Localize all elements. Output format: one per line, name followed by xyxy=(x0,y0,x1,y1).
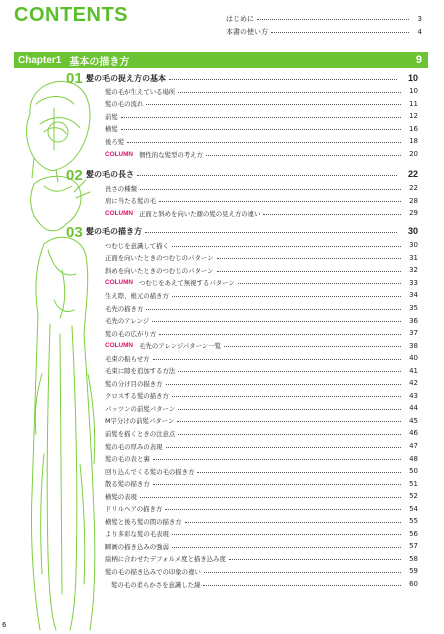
entry-page: 12 xyxy=(409,112,418,121)
toc-column-entry[interactable] xyxy=(105,277,418,290)
section-heading[interactable] xyxy=(86,71,418,85)
toc-entry[interactable] xyxy=(105,490,418,503)
leader-dots xyxy=(177,421,401,422)
entry-page: 48 xyxy=(409,454,418,463)
toc-entry[interactable] xyxy=(105,515,418,528)
entry-page: 41 xyxy=(409,366,418,375)
entry-page: 45 xyxy=(409,416,418,425)
entry-page: 29 xyxy=(409,209,418,218)
entry-page: 58 xyxy=(409,554,418,563)
entry-page: 16 xyxy=(409,124,418,133)
front-matter-row[interactable] xyxy=(226,25,422,38)
toc-column-entry[interactable] xyxy=(105,148,418,161)
toc-entry[interactable] xyxy=(105,415,418,428)
entry-page: 35 xyxy=(409,304,418,312)
entry-label: 髪の毛の表と裏 xyxy=(105,455,150,464)
entry-label: ドリルヘアの描き方 xyxy=(105,505,163,514)
entry-page: 32 xyxy=(409,266,418,275)
toc-entry[interactable] xyxy=(105,327,418,340)
toc-column-entry[interactable] xyxy=(105,578,418,591)
front-matter-list xyxy=(226,12,422,38)
entry-page: 56 xyxy=(409,529,418,538)
entry-label: 前髪 xyxy=(105,112,118,121)
leader-dots xyxy=(166,384,401,385)
leader-dots xyxy=(140,497,401,498)
leader-dots xyxy=(172,534,401,535)
entry-label: 毛先のアレンジ xyxy=(105,317,150,326)
entry-page: 22 xyxy=(409,184,418,193)
column-tag: COLUMN xyxy=(105,150,134,158)
section-number: 03 xyxy=(66,224,83,241)
leader-dots xyxy=(206,155,401,156)
chapter-page: 9 xyxy=(415,54,422,66)
entry-label: 髪の分け目の描き方 xyxy=(105,379,163,388)
section-page: 22 xyxy=(407,169,418,179)
entry-page: 37 xyxy=(409,329,418,338)
toc-entry[interactable] xyxy=(105,452,418,465)
leader-dots xyxy=(169,79,397,80)
entry-label: 個性的な髪型の考え方 xyxy=(139,150,203,159)
column-tag: COLUMN xyxy=(105,209,134,217)
entry-page: 42 xyxy=(409,379,418,388)
toc-entry[interactable] xyxy=(105,502,418,515)
toc-entry[interactable] xyxy=(105,377,418,390)
entry-label: 長さの種類 xyxy=(105,184,137,193)
entry-label: 毛束に隙を追加する方法 xyxy=(105,367,176,376)
entry-label: 瞬画の描き込みの強弱 xyxy=(105,542,169,551)
entry-label: 正面を向いたときのつむじのパターン xyxy=(105,254,214,263)
entry-label: 散る髪の描き方 xyxy=(105,480,150,489)
leader-dots xyxy=(152,321,401,322)
entry-page: 33 xyxy=(409,278,418,287)
section-number: 02 xyxy=(66,167,83,184)
toc-entry[interactable] xyxy=(105,302,418,315)
section-page: 10 xyxy=(407,73,418,83)
entry-page: 55 xyxy=(409,517,418,526)
front-matter-row[interactable] xyxy=(226,12,422,25)
leader-dots xyxy=(140,189,401,190)
section-number: 01 xyxy=(66,70,83,87)
section-entries xyxy=(105,182,418,220)
leader-dots xyxy=(229,559,401,560)
toc-entry[interactable] xyxy=(105,195,418,208)
entry-label: 髪の毛の流れ xyxy=(105,100,144,109)
leader-dots xyxy=(197,472,401,473)
leader-dots xyxy=(166,447,401,448)
entry-page: 36 xyxy=(409,316,418,325)
toc-entry[interactable] xyxy=(105,289,418,302)
section-page: 30 xyxy=(407,226,418,236)
entry-page: 59 xyxy=(409,567,418,576)
section-entries xyxy=(105,239,418,590)
toc-entry[interactable] xyxy=(105,352,418,365)
chapter-number: Chapter1 xyxy=(18,54,62,66)
entry-label: 髪の毛が生えている場所 xyxy=(105,87,176,96)
entry-page: 51 xyxy=(409,479,418,488)
entry-page: 46 xyxy=(409,429,418,438)
leader-dots xyxy=(153,359,401,360)
toc-entry[interactable] xyxy=(105,239,418,252)
toc-entry[interactable] xyxy=(105,427,418,440)
entry-label: 回り込んでくる髪の毛の描き方 xyxy=(105,467,195,476)
character-hair-illustration xyxy=(14,74,106,634)
leader-dots xyxy=(172,246,401,247)
leader-dots xyxy=(204,572,401,573)
toc-entry[interactable] xyxy=(105,540,418,553)
section-heading[interactable] xyxy=(86,224,418,238)
entry-label: 本書の使い方 xyxy=(226,27,268,36)
leader-dots xyxy=(263,214,401,215)
leader-dots xyxy=(257,19,409,20)
toc-entry[interactable] xyxy=(105,182,418,195)
chapter-title: 基本の描き方 xyxy=(69,56,130,68)
toc-entry[interactable] xyxy=(105,314,418,327)
leader-dots xyxy=(238,283,401,284)
toc-entry[interactable] xyxy=(105,135,418,148)
leader-dots xyxy=(203,585,401,586)
entry-label: 毛先のアレンジパターン一覧 xyxy=(139,342,221,351)
leader-dots xyxy=(146,309,401,310)
toc-entry[interactable] xyxy=(105,440,418,453)
toc-entry[interactable] xyxy=(105,465,418,478)
section-title: 髪の毛の描き方 xyxy=(86,226,142,236)
leader-dots xyxy=(224,346,401,347)
leader-dots xyxy=(153,484,401,485)
leader-dots xyxy=(165,509,401,510)
entry-page: 11 xyxy=(409,99,418,108)
column-tag: COLUMN xyxy=(105,342,134,350)
leader-dots xyxy=(178,409,401,410)
leader-dots xyxy=(121,117,401,118)
toc-entry[interactable] xyxy=(105,252,418,265)
entry-label: はじめに xyxy=(226,14,254,23)
page-title: CONTENTS xyxy=(14,4,128,26)
entry-label: 正面と斜めを向いた顔の髪の見え方の違い xyxy=(139,209,261,218)
leader-dots xyxy=(159,201,401,202)
leader-dots xyxy=(172,296,401,297)
leader-dots xyxy=(172,547,401,548)
entry-label: 髪の毛の柔らかさを意識した線 xyxy=(111,580,201,589)
entry-label: 生え際、根元の描き方 xyxy=(105,291,169,300)
entry-label: クロスする髪の描き方 xyxy=(105,392,169,401)
entry-label: つむじをあえて無視するパターン xyxy=(139,279,235,288)
leader-dots xyxy=(159,334,401,335)
entry-page: 28 xyxy=(409,196,418,205)
entry-label: 髪の毛の描き込みでの印象の違い xyxy=(105,567,201,576)
entry-label: 毛先の描き方 xyxy=(105,304,144,313)
entry-page: 30 xyxy=(409,241,418,250)
entry-label: 斜めを向いたときのつむじのパターン xyxy=(105,266,214,275)
toc-entry[interactable] xyxy=(105,528,418,541)
leader-dots xyxy=(178,371,401,372)
entry-label: 後ろ髪 xyxy=(105,137,125,146)
entry-page: 44 xyxy=(409,404,418,413)
entry-label: 横髪 xyxy=(105,125,118,134)
toc-entry[interactable] xyxy=(105,123,418,136)
entry-label: 肩に当たる髪の毛 xyxy=(105,197,157,206)
entry-page: 38 xyxy=(409,341,418,350)
toc-entry[interactable] xyxy=(105,402,418,415)
entry-page: 50 xyxy=(409,467,418,476)
column-tag: COLUMN xyxy=(105,279,134,287)
chapter-heading[interactable] xyxy=(14,52,428,68)
entry-page: 34 xyxy=(409,291,418,300)
leader-dots xyxy=(172,396,401,397)
entry-label: 前髪を描くときの注意点 xyxy=(105,429,176,438)
leader-dots xyxy=(178,92,401,93)
entry-page: 18 xyxy=(409,137,418,146)
entry-label: つむじを意識して描く xyxy=(105,241,169,250)
entry-label: 横髪と後ろ髪の間の描き方 xyxy=(105,517,182,526)
entry-label: 毛束の振らせ方 xyxy=(105,354,150,363)
entry-page: 4 xyxy=(417,27,422,36)
entry-label: より多彩な髪の毛表現 xyxy=(105,530,169,539)
entry-page: 3 xyxy=(417,14,422,23)
entry-label: 横髪の表現 xyxy=(105,492,137,501)
leader-dots xyxy=(217,258,401,259)
section-title: 髪の毛の長さ xyxy=(86,169,134,179)
toc-entry[interactable] xyxy=(105,110,418,123)
leader-dots xyxy=(185,522,401,523)
leader-dots xyxy=(178,434,401,435)
entry-page: 52 xyxy=(409,492,418,501)
toc-entry[interactable] xyxy=(105,264,418,277)
entry-label: 絵柄に合わせたデフォルメ度と描き込み度 xyxy=(105,555,226,564)
section-title: 髪の毛の捉え方の基本 xyxy=(86,73,166,83)
toc-entry[interactable] xyxy=(105,553,418,566)
page-number: 6 xyxy=(2,621,7,629)
leader-dots xyxy=(127,142,401,143)
entry-label: M字分けの前髪パターン xyxy=(105,417,175,426)
entry-page: 47 xyxy=(409,442,418,451)
section-heading[interactable] xyxy=(86,167,418,181)
leader-dots xyxy=(121,129,401,130)
entry-page: 54 xyxy=(409,504,418,513)
toc-entry[interactable] xyxy=(105,565,418,578)
leader-dots xyxy=(153,459,401,460)
leader-dots xyxy=(145,232,397,233)
entry-label: 髪の毛の厚みの表現 xyxy=(105,442,163,451)
entry-page: 20 xyxy=(409,150,418,158)
entry-page: 60 xyxy=(409,580,418,589)
toc-entry[interactable] xyxy=(105,85,418,98)
toc-entry[interactable] xyxy=(105,364,418,377)
toc-entry[interactable] xyxy=(105,98,418,111)
entry-label: 髪の毛の広がり方 xyxy=(105,329,157,338)
toc-entry[interactable] xyxy=(105,390,418,403)
entry-page: 57 xyxy=(409,542,418,551)
entry-label: パッツンの前髪パターン xyxy=(105,404,176,413)
toc-entry[interactable] xyxy=(105,477,418,490)
section-entries xyxy=(105,85,418,160)
entry-page: 10 xyxy=(409,87,418,96)
leader-dots xyxy=(137,175,397,176)
leader-dots xyxy=(217,271,401,272)
toc-column-entry[interactable] xyxy=(105,339,418,352)
entry-page: 43 xyxy=(409,391,418,400)
leader-dots xyxy=(271,32,409,33)
leader-dots xyxy=(146,104,401,105)
entry-page: 40 xyxy=(409,354,418,363)
toc-column-entry[interactable] xyxy=(105,207,418,220)
entry-page: 31 xyxy=(409,253,418,262)
